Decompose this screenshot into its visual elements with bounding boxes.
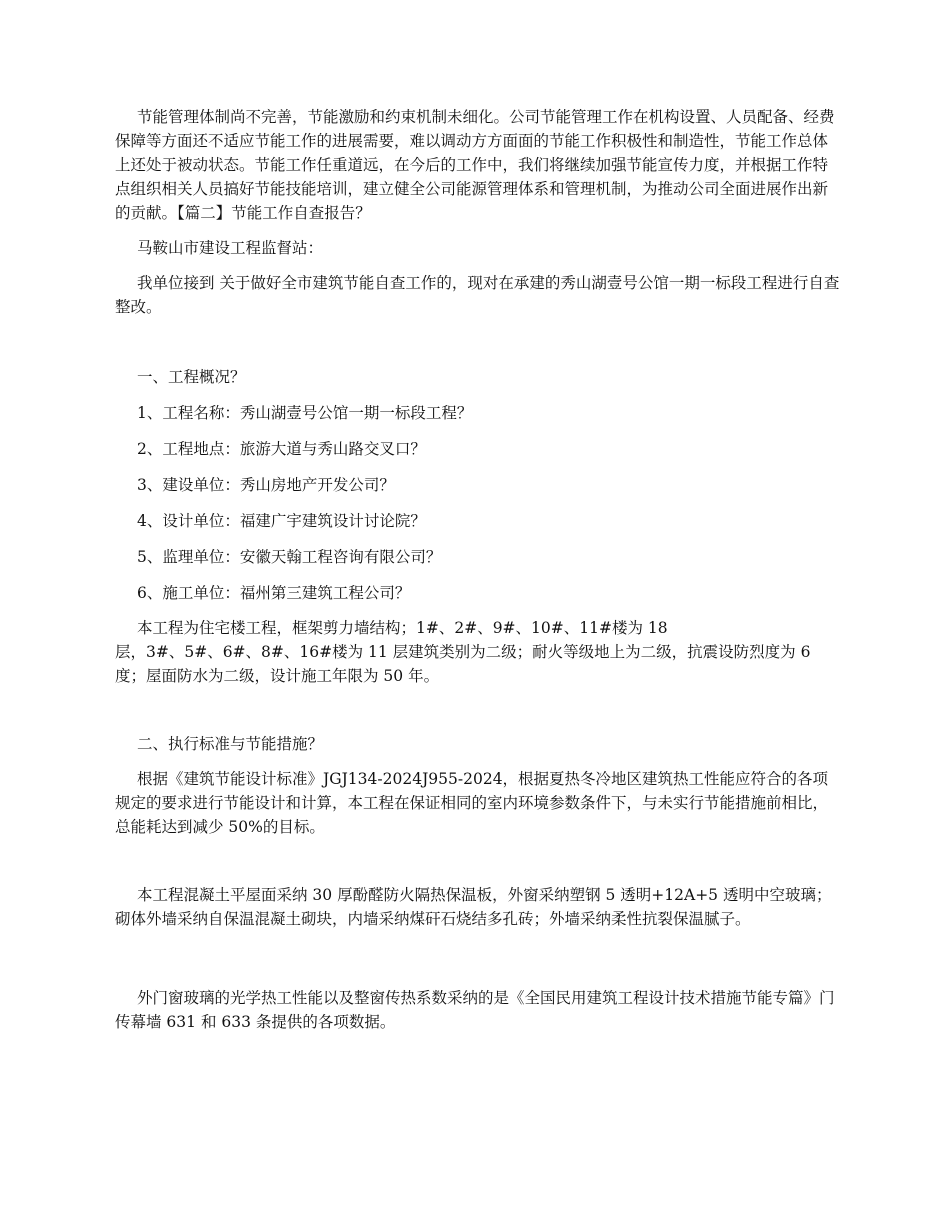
paragraph-standard: 根据《建筑节能设计标准》JGJ134-2024J955-2024，根据夏热冬冷地区建筑热工性能应符合的各项规定的要求进行节能设计和计算，本工程在保证相同的室内环境参数条件下，与未实行节能措施前相比，总能耗达到减少 50%的目标。 [115, 770, 829, 836]
list-item-project-name: 1、工程名称：秀山湖壹号公馆一期一标段工程？ [137, 404, 473, 422]
section-heading-overview: 一、工程概况？ [137, 368, 246, 386]
paragraph-intro: 我单位接到 关于做好全市建筑节能自查工作的，现对在承建的秀山湖壹号公馆一期一标段工程进行自查整改。 [115, 274, 840, 316]
paragraph-structure-rest: 层，3#、5#、6#、8#、16#楼为 11 层建筑类别为二级；耐火等级地上为二级，抗震设防烈度为 6 度；屋面防水为二级，设计施工年限为 50 年。 [115, 643, 811, 685]
list-item-designer: 4、设计单位：福建广宇建筑设计讨论院？ [137, 512, 426, 530]
paragraph-glass-data: 外门窗玻璃的光学热工性能以及整窗传热系数采纳的是《全国民用建筑工程设计技术措施节能专篇》门传幕墙 631 和 633 条提供的各项数据。 [115, 989, 835, 1031]
document-page [115, 105, 840, 1034]
list-item-project-location: 2、工程地点：旅游大道与秀山路交叉口？ [137, 440, 426, 458]
list-item-developer: 3、建设单位：秀山房地产开发公司？ [137, 476, 395, 494]
paragraph-energy-management: 节能管理体制尚不完善，节能激励和约束机制未细化。公司节能管理工作在机构设置、人员配备、经费保障等方面还不适应节能工作的进展需要，难以调动方方面面的节能工作积极性和制造性，节能工作总体上还处于被动状态。节能工作任重道远，在今后的工作中，我们将继续加强节能宣传力度，并根据工作特点组织相关人员搞好节能技能培训，建立健全公司能源管理体系和管理机制，为推动公司全面进展作出新的贡献。【篇二】节能工作自查报告？ [115, 108, 835, 222]
paragraph-materials: 本工程混凝土平屋面采纳 30 厚酚醛防火隔热保温板，外窗采纳塑钢 5 透明+12A+5 透明中空玻璃；砌体外墙采纳自保温混凝土砌块，内墙采纳煤矸石烧结多孔砖；外墙采纳柔性抗裂保温腻子。 [115, 886, 832, 928]
paragraph-addressee: 马鞍山市建设工程监督站： [137, 239, 324, 257]
list-item-supervisor: 5、监理单位：安徽天翰工程咨询有限公司？ [137, 548, 442, 566]
section-heading-standards: 二、执行标准与节能措施？ [137, 735, 324, 753]
list-item-contractor: 6、施工单位：福州第三建筑工程公司？ [137, 584, 411, 602]
paragraph-structure-line1: 本工程为住宅楼工程，框架剪力墙结构；1#、2#、9#、10#、11#楼为 18 [137, 619, 668, 637]
